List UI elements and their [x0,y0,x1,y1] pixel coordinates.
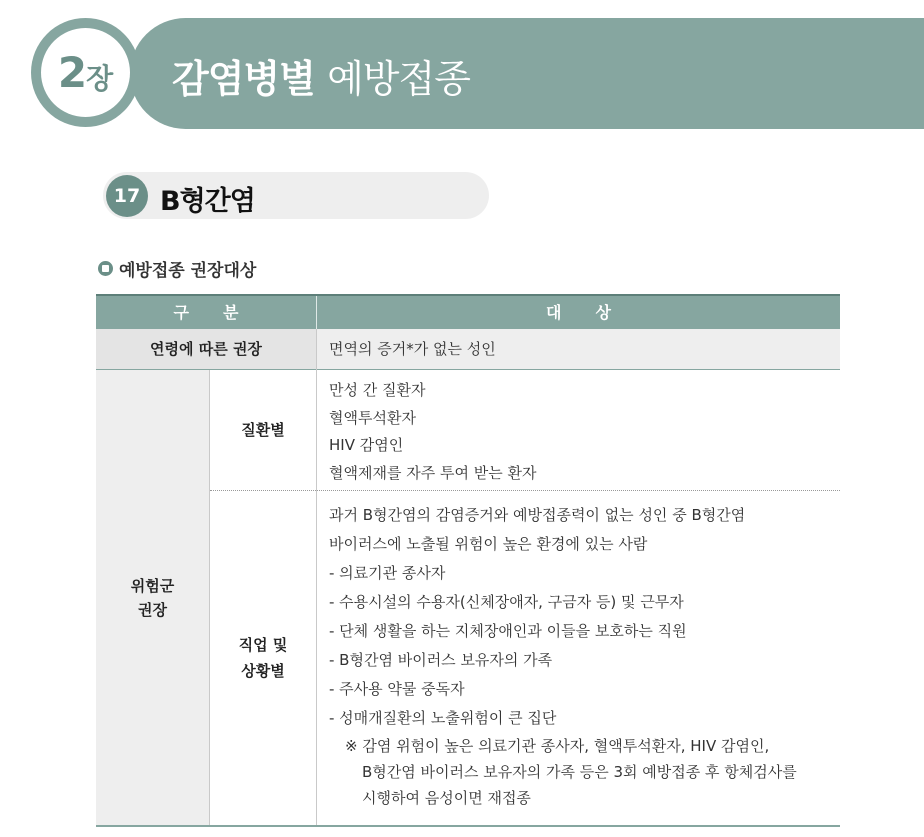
table-header-category: 구분 [173,302,273,322]
list-item: - 의료기관 종사자 [329,564,446,582]
age-row-value: 면역의 증거*가 없는 성인 [317,329,840,369]
occupation-intro-line1: 과거 B형간염의 감염증거와 예방접종력이 없는 성인 중 B형간염 [329,506,746,524]
section-number-badge: 17 [106,175,148,217]
column-divider [316,329,317,825]
bullet-square-icon [98,261,113,276]
note-line3: 시행하여 음성이면 재접종 [362,789,531,807]
table-header-row [96,294,840,329]
chapter-number-badge [41,28,130,117]
section-title: B형간염 [160,186,255,217]
occupation-intro-line2: 바이러스에 노출될 위험이 높은 환경에 있는 사람 [329,535,648,553]
occupation-label-line2: 상황별 [241,662,285,680]
risk-group-label [96,370,209,825]
age-row-label: 연령에 따른 권장 [96,329,316,369]
list-item: - 주사용 약물 중독자 [329,680,465,698]
note-line2: B형간염 바이러스 보유자의 가족 등은 3회 예방접종 후 항체검사를 [362,763,797,781]
list-item: HIV 감염인 [329,436,404,454]
table-bottom-border [96,825,840,827]
risk-group-label-line1: 위험군 [130,576,175,595]
vaccination-target-table [96,294,840,827]
list-item: 혈액제재를 자주 투여 받는 환자 [329,463,537,482]
note-line1: ※ 감염 위험이 높은 의료기관 종사자, 혈액투석환자, HIV 감염인, [345,737,770,755]
disease-list [329,377,829,487]
list-item: - 단체 생활을 하는 지체장애인과 이들을 보호하는 직원 [329,622,687,640]
chapter-title-bold: 감염병별 [172,57,315,101]
list-item: - B형간염 바이러스 보유자의 가족 [329,651,553,669]
list-item: 만성 간 질환자 [329,381,426,399]
chapter-unit: 장 [86,61,114,95]
table-header-target: 대상 [546,302,645,322]
chapter-title [172,48,470,103]
occupation-label [210,491,316,825]
chapter-number: 2 [57,48,87,97]
list-item: 혈액투석환자 [329,408,416,427]
risk-group-label-line2: 권장 [138,600,167,619]
list-item: - 성매개질환의 노출위험이 큰 집단 [329,709,557,727]
occupation-list [329,501,834,811]
subheading: 예방접종 권장대상 [119,261,257,281]
chapter-title-light: 예방접종 [327,57,470,101]
disease-label: 질환별 [241,420,285,439]
occupation-label-line1: 직업 및 [238,636,288,654]
table-row [96,329,840,370]
list-item: - 수용시설의 수용자(신체장애자, 구금자 등) 및 근무자 [329,593,684,611]
